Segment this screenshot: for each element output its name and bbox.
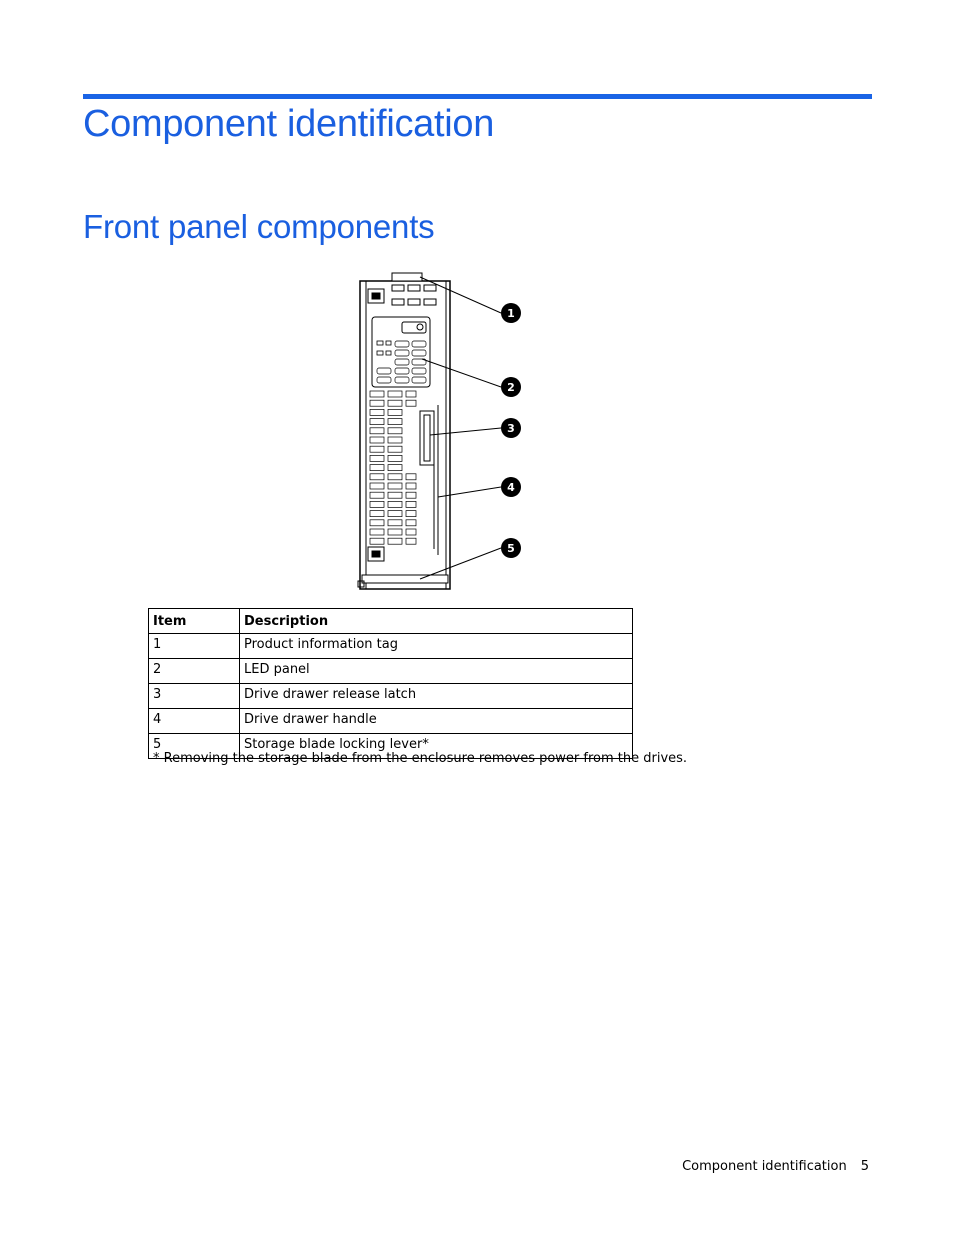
item-number: 3	[149, 684, 240, 709]
table-footnote: * Removing the storage blade from the enclosure removes power from the drives.	[153, 751, 688, 766]
page-title: Component identification	[83, 103, 495, 145]
item-number: 2	[149, 659, 240, 684]
item-number: 1	[149, 634, 240, 659]
item-number: 4	[149, 709, 240, 734]
item-number: 5	[149, 734, 240, 759]
callout-5: 5	[507, 542, 515, 555]
page-footer	[682, 1159, 869, 1174]
header-item: Item	[149, 609, 240, 634]
page-number: 5	[860, 1159, 869, 1174]
header-description: Description	[240, 609, 633, 634]
table-row	[149, 684, 633, 709]
footer-section: Component identification	[682, 1159, 847, 1174]
callout-2: 2	[507, 381, 515, 394]
table-row	[149, 659, 633, 684]
item-description: Product information tag	[240, 634, 633, 659]
storage-blade-illustration	[340, 265, 540, 595]
callout-3: 3	[507, 422, 515, 435]
section-title: Front panel components	[83, 208, 435, 245]
item-description: LED panel	[240, 659, 633, 684]
item-description: Drive drawer release latch	[240, 684, 633, 709]
component-table	[148, 608, 633, 759]
table-row	[149, 709, 633, 734]
item-description: Drive drawer handle	[240, 709, 633, 734]
table-row	[149, 634, 633, 659]
table-header-row	[149, 609, 633, 634]
callout-4: 4	[507, 481, 515, 494]
item-description: Storage blade locking lever*	[240, 734, 633, 759]
callout-1: 1	[507, 307, 515, 320]
heading-rule	[83, 94, 872, 99]
